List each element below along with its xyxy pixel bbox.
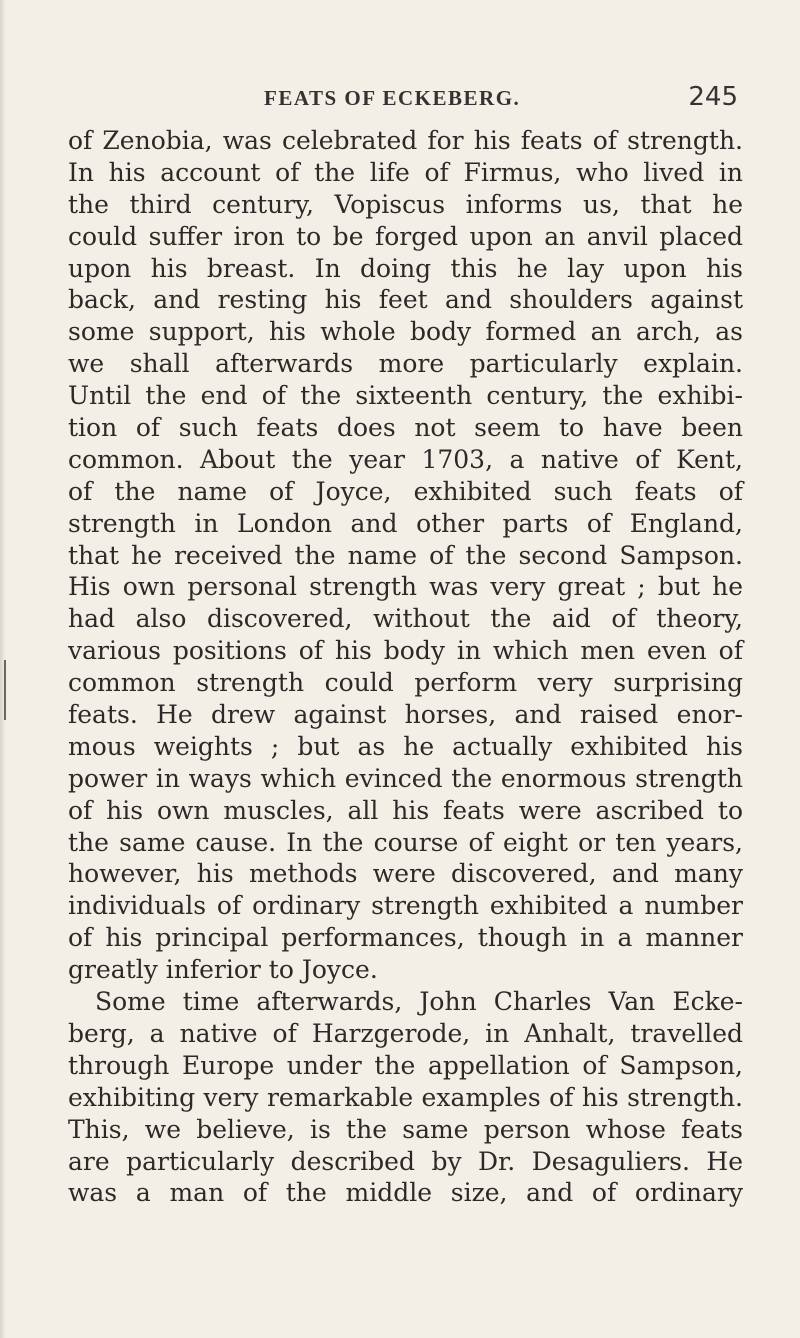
text-line: Until the end of the sixteenth century, the exhibi- — [68, 381, 743, 411]
text-line: was a man of the middle size, and of ordinary — [68, 1178, 743, 1208]
text-line: berg, a native of Harzgerode, in Anhalt, travelled — [68, 1018, 743, 1048]
running-head — [68, 82, 738, 112]
text-line: of Zenobia, was celebrated for his feats of strength. — [68, 126, 743, 155]
text-line: This, we believe, is the same person whose feats — [68, 1114, 743, 1144]
text-line: back, and resting his feet and shoulders against — [68, 285, 743, 315]
text-line: of his own muscles, all his feats were ascribed to — [68, 795, 743, 825]
text-line: In his account of the life of Firmus, who lived in — [68, 157, 743, 187]
text-line: common strength could perform very surprising — [68, 668, 743, 698]
text-line: we shall afterwards more particularly explain. — [68, 349, 743, 379]
text-line: common. About the year 1703, a native of Kent, — [68, 444, 743, 474]
text-line: could suffer iron to be forged upon an anvil placed — [68, 221, 743, 251]
text-line: individuals of ordinary strength exhibited a number — [68, 891, 743, 921]
body-text — [68, 125, 743, 1209]
text-line: feats. He drew against horses, and raised enor- — [68, 700, 743, 730]
text-line: mous weights ; but as he actually exhibited his — [68, 731, 743, 761]
text-line: are particularly described by Dr. Desaguliers. He — [68, 1146, 743, 1176]
text-line: of his principal performances, though in a manner — [68, 923, 743, 953]
text-line: the same cause. In the course of eight or ten years, — [68, 827, 743, 857]
text-line: tion of such feats does not seem to have been — [68, 413, 743, 443]
text-line: however, his methods were discovered, and many — [68, 859, 743, 889]
text-line: His own personal strength was very great ; but he — [68, 572, 743, 602]
page-number: 245 — [688, 82, 738, 112]
text-line: the third century, Vopiscus informs us, that he — [68, 189, 743, 219]
text-line: through Europe under the appellation of Sampson, — [68, 1050, 743, 1080]
page-edge-mark — [4, 660, 6, 720]
text-line: exhibiting very remarkable examples of his strength. — [68, 1082, 743, 1112]
text-line: of the name of Joyce, exhibited such feats of — [68, 476, 743, 506]
text-line: various positions of his body in which men even of — [68, 636, 743, 666]
text-line: power in ways which evinced the enormous strength — [68, 763, 743, 793]
text-line: Some time afterwards, John Charles Van Ecke- — [95, 987, 743, 1017]
text-line: that he received the name of the second Sampson. — [68, 540, 743, 570]
running-title: FEATS OF ECKEBERG. — [264, 86, 521, 110]
text-line: some support, his whole body formed an arch, as — [68, 317, 743, 347]
text-line: strength in London and other parts of England, — [68, 508, 743, 538]
text-line: greatly inferior to Joyce. — [68, 955, 378, 985]
text-line: upon his breast. In doing this he lay upon his — [68, 253, 743, 283]
text-line: had also discovered, without the aid of theory, — [68, 604, 743, 634]
